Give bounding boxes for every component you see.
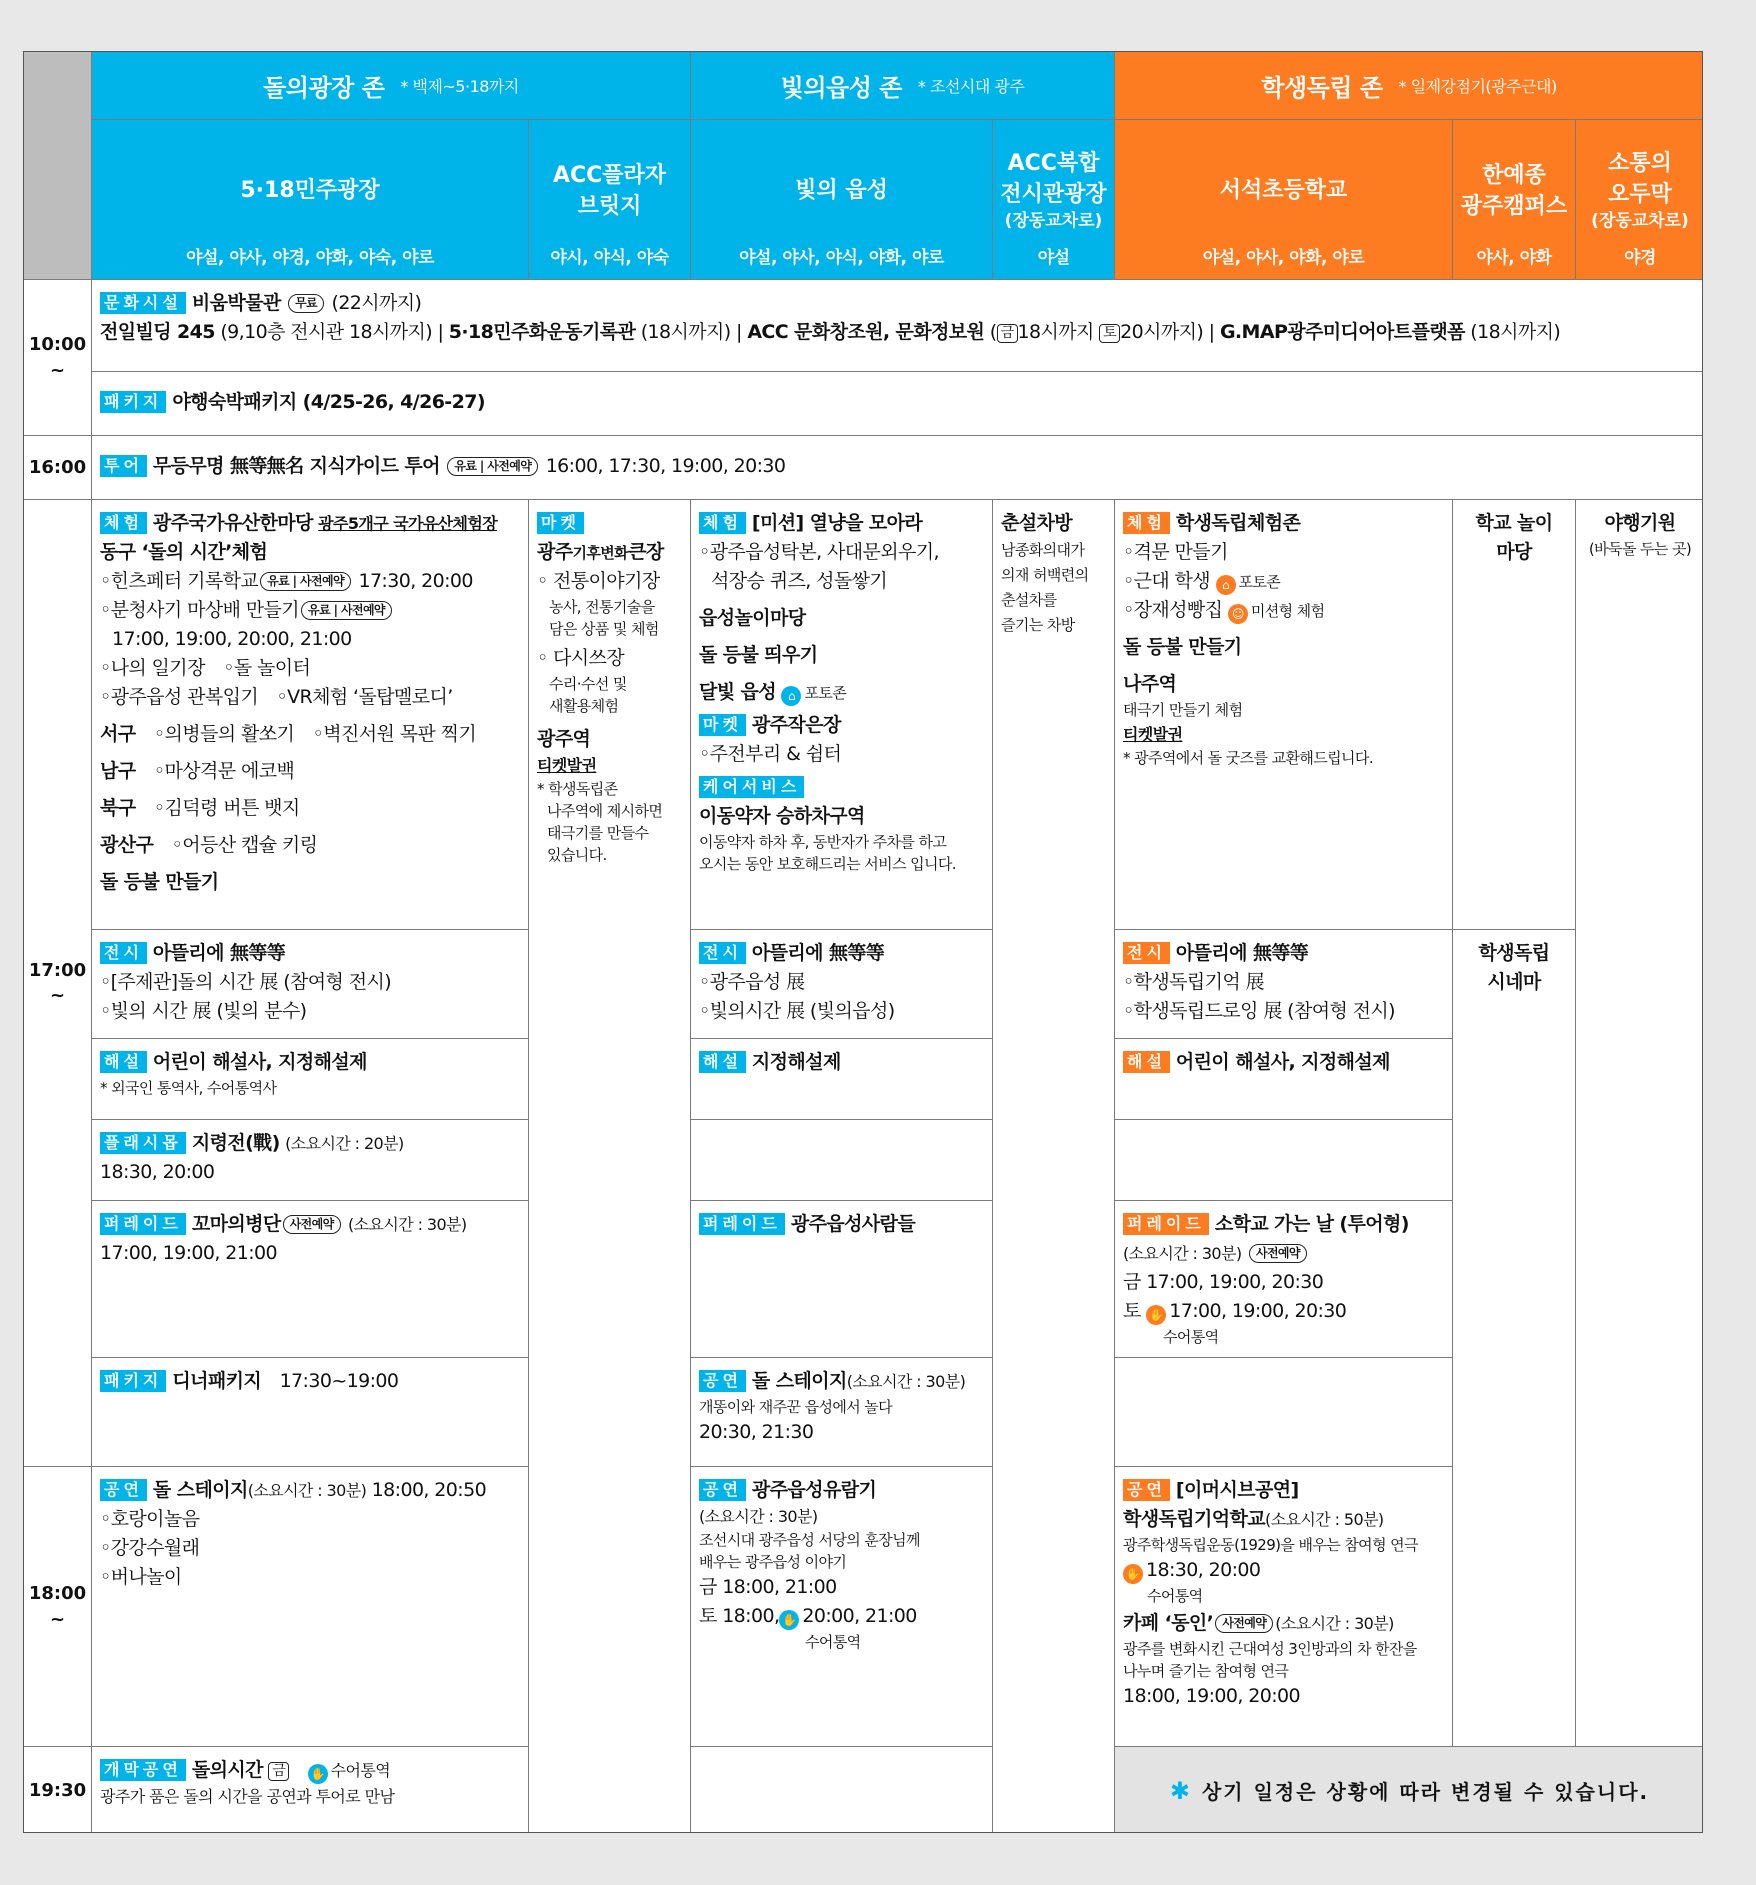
empty-cell	[1115, 1120, 1453, 1201]
paren: (	[989, 321, 997, 343]
docent-title: 어린이 해설사, 지정해설제	[1175, 1051, 1390, 1073]
tea-house-desc: 남종화의대가	[1001, 541, 1085, 559]
exhibit-item: ◦학생독립드로잉 展 (참여형 전시)	[1123, 1000, 1395, 1022]
market-sub-2: ◦ 다시쓰장	[537, 647, 625, 669]
parade-duration: (소요시간 : 30분)	[1123, 1244, 1242, 1263]
market-sub-1: ◦ 전통이야기장	[537, 570, 660, 592]
asterisk-icon: ✱	[1169, 1776, 1192, 1805]
bukgu-label: 북구	[100, 797, 136, 819]
tag-parade: 퍼레이드	[100, 1213, 186, 1235]
sep: |	[437, 321, 444, 343]
cafe-duration: (소요시간 : 30분)	[1275, 1614, 1394, 1633]
zone-header-bit: 빛의읍성 존 * 조선시대 광주	[691, 52, 1115, 120]
tour-duration: (소요시간 : 30분)	[699, 1507, 818, 1526]
exhibition-cell-3	[691, 930, 993, 1039]
gmap-title: G.MAP광주미디어아트플랫폼	[1219, 321, 1465, 343]
stay-package-title: 야행숙박패키지 (4/25-26, 4/26-27)	[172, 391, 485, 413]
dinner-title: 디너패키지	[172, 1370, 262, 1392]
small-market-title: 광주작은장	[751, 714, 841, 736]
photo-zone-label: 포토존	[1238, 573, 1281, 591]
tag-cultural: 문화시설	[100, 292, 186, 314]
tour-fri-times: 금 18:00, 21:00	[699, 1576, 837, 1598]
heritage-sub: 광주5개구 국가유산체험장	[318, 514, 498, 533]
acc-sat-hours: 20시까지)	[1120, 321, 1204, 343]
stage-item: ◦버나놀이	[100, 1566, 182, 1588]
small-market-item: ◦주전부리 & 쉼터	[699, 743, 842, 765]
parade-sat-label: 토	[1123, 1300, 1141, 1322]
student-exp-item: ◦장재성빵집	[1123, 599, 1223, 621]
tag-parade: 퍼레이드	[699, 1213, 785, 1235]
immersive-times: 18:30, 20:00	[1146, 1559, 1261, 1581]
tea-house-title: 춘설차방	[1001, 512, 1073, 534]
station-note: 있습니다.	[547, 846, 607, 864]
immersive-desc: 광주학생독립운동(1929)을 배우는 참여형 연극	[1123, 1536, 1418, 1554]
immersive-title: [이머시브공연]	[1175, 1479, 1299, 1501]
tag-care: 케어서비스	[699, 776, 804, 798]
tag-market: 마켓	[699, 714, 746, 736]
station-note: 나주역에 제시하면	[547, 802, 663, 820]
bukgu-items: ◦김덕령 버튼 뱃지	[153, 797, 300, 819]
zone-header-student: 학생독립 존 * 일제강점기(광주근대)	[1115, 52, 1703, 120]
heritage-festival-cell	[92, 500, 529, 930]
photo-zone-icon: ⌂	[781, 686, 801, 706]
stay-package-row	[92, 372, 1703, 436]
tag-performance: 공연	[100, 1479, 147, 1501]
atelier-title: 아뜰리에 無等等	[152, 942, 286, 964]
tea-house-desc: 의재 허백련의	[1001, 566, 1089, 584]
naju-desc: 태극기 만들기 체험	[1123, 701, 1243, 719]
tour-sat-times-b: 20:00, 21:00	[802, 1605, 917, 1627]
time-1800: 18:00 ~	[24, 1467, 92, 1747]
tag-docent: 해설	[699, 1051, 746, 1073]
hinzpeter-times: 17:30, 20:00	[358, 570, 473, 592]
parade-times: 17:00, 19:00, 21:00	[100, 1242, 278, 1264]
immersive-duration: (소요시간 : 50분)	[1265, 1510, 1384, 1529]
care-desc: 이동약자 하차 후, 동반자가 주차를 하고	[699, 833, 947, 851]
tag-experience: 체험	[100, 512, 147, 534]
exhibit-item: ◦학생독립기억 展	[1123, 971, 1264, 993]
stone-stage-cell-3	[691, 1358, 993, 1467]
fri-box: 금	[997, 324, 1018, 343]
notice-text: 상기 일정은 상황에 따라 변경될 수 있습니다.	[1201, 1780, 1650, 1804]
stone-stage-title: 돌 스테이지	[751, 1370, 847, 1392]
lantern-float-title: 돌 등불 띄우기	[699, 644, 818, 666]
parade-sat-times: 17:00, 19:00, 20:30	[1169, 1300, 1347, 1322]
docent-cell-1	[92, 1039, 529, 1120]
tag-exhibit: 전시	[699, 942, 746, 964]
free-pill: 무료	[288, 294, 324, 313]
empty-cell	[1115, 1358, 1453, 1467]
donggu-title: 동구 ‘돌의 시간’체험	[100, 541, 268, 563]
sep: |	[1208, 321, 1215, 343]
docent-cell-3	[691, 1039, 993, 1120]
archive-title: 5·18민주화운동기록관	[448, 321, 636, 343]
zone-header-dol: 돌의광장 존 * 백제~5·18까지	[92, 52, 691, 120]
tag-package: 패키지	[100, 1370, 166, 1392]
play-yard-title: 마당	[1496, 541, 1532, 563]
parade-fri-times: 금 17:00, 19:00, 20:30	[1123, 1271, 1324, 1293]
sign-language-icon: ✋	[779, 1610, 799, 1630]
venue-bit-eupseong: 빛의 읍성 야설, 야사, 야식, 야화, 야로	[691, 120, 993, 280]
parade-title: 광주읍성사람들	[790, 1213, 916, 1235]
donggu-items-1: ◦나의 일기장 ◦돌 놀이터	[100, 657, 311, 679]
flashmob-duration: (소요시간 : 20분)	[285, 1134, 404, 1153]
opening-desc: 광주가 품은 돌의 시간을 공연과 투어로 만남	[100, 1787, 395, 1806]
cafe-desc: 나누며 즐기는 참여형 연극	[1123, 1662, 1289, 1680]
station-note: * 학생독립존	[537, 780, 618, 798]
stone-stage-title: 돌 스테이지	[152, 1479, 248, 1501]
acc-title: ACC 문화창조원, 문화정보원	[747, 321, 985, 343]
lantern-title: 돌 등불 만들기	[100, 871, 219, 893]
tour-desc: 조선시대 광주읍성 서당의 훈장님께	[699, 1531, 920, 1549]
care-title: 이동약자 승하차구역	[699, 805, 865, 827]
immersive-cell	[1115, 1467, 1453, 1747]
student-experience-cell	[1115, 500, 1453, 930]
mission-item: 석장승 퀴즈, 성돌쌓기	[711, 570, 888, 592]
atelier-title: 아뜰리에 無等等	[751, 942, 885, 964]
venue-518-square: 5·18민주광장 야설, 야사, 야경, 야화, 야숙, 야로	[92, 120, 529, 280]
sign-language-icon: ✋	[1123, 1564, 1143, 1584]
eupseong-tour-title: 광주읍성유람기	[751, 1479, 877, 1501]
tag-exhibit: 전시	[1123, 942, 1170, 964]
ticket-label: 티켓발권	[1123, 725, 1183, 744]
cafe-times: 18:00, 19:00, 20:00	[1123, 1685, 1301, 1707]
donggu-items-2: ◦광주읍성 관복입기 ◦VR체험 ‘돌탑멜로디’	[100, 686, 453, 708]
fri-box: 금	[268, 1762, 289, 1781]
gmap-hours: (18시까지)	[1470, 321, 1561, 343]
moonlight-title: 달빛 읍성	[699, 681, 777, 703]
school-play-yard-cell	[1453, 500, 1576, 930]
cinema-title: 시네마	[1487, 971, 1541, 993]
mission-item: ◦광주읍성탁본, 사대문외우기,	[699, 541, 939, 563]
venue-acc-complex: ACC복합 전시관광장 (장동교차로) 야설	[993, 120, 1115, 280]
tag-performance: 공연	[699, 1479, 746, 1501]
tour-desc: 배우는 광주읍성 이야기	[699, 1553, 847, 1571]
photo-zone-label: 포토존	[804, 684, 847, 702]
student-cinema-cell	[1453, 930, 1576, 1747]
photo-zone-icon: ⌂	[1216, 575, 1236, 595]
docent-note: * 외국인 통역사, 수어통역사	[100, 1079, 277, 1097]
guide-tour-row	[92, 436, 1703, 500]
student-exp-item: ◦근대 학생	[1123, 570, 1211, 592]
tag-performance: 공연	[699, 1370, 746, 1392]
tag-package: 패키지	[100, 391, 166, 413]
stage-times: 20:30, 21:30	[699, 1421, 814, 1443]
time-1930: 19:30	[24, 1747, 92, 1833]
tag-performance: 공연	[1123, 1479, 1170, 1501]
memory-school-title: 학생독립기억학교	[1123, 1508, 1266, 1530]
schedule-change-notice	[1115, 1747, 1703, 1833]
sign-language-label: 수어통역	[1163, 1328, 1219, 1346]
seogu-label: 서구	[100, 723, 136, 745]
dinner-package-cell	[92, 1358, 529, 1467]
exhibit-item: ◦빛의시간 展 (빛의읍성)	[699, 1000, 895, 1022]
tag-docent: 해설	[1123, 1051, 1170, 1073]
night-wish-sub: (바둑돌 두는 곳)	[1588, 540, 1692, 558]
market-sub-2-desc: 수리·수선 및	[549, 675, 627, 693]
sign-language-label: 수어통역	[1147, 1587, 1203, 1605]
market-title-b: 기후변화	[572, 544, 629, 562]
reservation-pill: 사전예약	[1215, 1614, 1273, 1633]
student-exp-title: 학생독립체험존	[1175, 512, 1301, 534]
jeonil-title: 전일빌딩 245	[100, 321, 215, 343]
stage-item: ◦호랑이놀음	[100, 1508, 200, 1530]
docent-cell-5	[1115, 1039, 1453, 1120]
docent-title: 지정해설제	[751, 1051, 841, 1073]
eupseong-tour-cell	[691, 1467, 993, 1747]
cafe-desc: 광주를 변화시킨 근대여성 3인방과의 차 한잔을	[1123, 1640, 1417, 1658]
dinner-time: 17:30~19:00	[279, 1370, 399, 1392]
mission-label: 미션형 체험	[1250, 602, 1325, 620]
corner-cell	[24, 52, 92, 280]
stage-desc: 개똥이와 재주꾼 읍성에서 놀다	[699, 1398, 893, 1416]
jeonil-hours: (9,10층 전시관 18시까지)	[220, 321, 433, 343]
mission-cell	[691, 500, 993, 930]
stage-times: 18:00, 20:50	[371, 1479, 487, 1501]
museum-title: 비움박물관	[191, 292, 281, 314]
reservation-pill: 유료 | 사전예약	[260, 572, 351, 591]
stage-duration: (소요시간 : 30분)	[846, 1372, 966, 1391]
namgu-items: ◦마상격문 에코백	[153, 760, 295, 782]
gwangsan-label: 광산구	[100, 834, 154, 856]
tag-experience: 체험	[699, 512, 746, 534]
sat-box: 토	[1099, 324, 1120, 343]
night-wish-cell	[1576, 500, 1703, 1747]
guide-tour-times: 16:00, 17:30, 19:00, 20:30	[545, 455, 786, 477]
tag-parade: 퍼레이드	[1123, 1213, 1209, 1235]
time-1600: 16:00	[24, 436, 92, 500]
night-wish-title: 야행기원	[1604, 512, 1676, 534]
ticket-note: * 광주역에서 돌 굿즈를 교환해드립니다.	[1123, 749, 1373, 767]
gwangsan-items: ◦어등산 캡슐 키링	[171, 834, 318, 856]
cinema-title: 학생독립	[1478, 942, 1550, 964]
program-schedule-table	[23, 51, 1703, 1833]
parade-cell-1	[92, 1201, 529, 1358]
tag-docent: 해설	[100, 1051, 147, 1073]
stage-duration: (소요시간 : 30분)	[247, 1481, 367, 1500]
atelier-title: 아뜰리에 無等等	[1175, 942, 1309, 964]
sign-language-icon: ✋	[308, 1764, 328, 1784]
namgu-label: 남구	[100, 760, 136, 782]
ticket-label: 티켓발권	[537, 756, 597, 775]
cultural-facilities-row	[92, 280, 1703, 372]
sign-language-icon: ✋	[1146, 1305, 1166, 1325]
archive-hours: (18시까지)	[640, 321, 731, 343]
reservation-pill: 사전예약	[283, 1215, 341, 1234]
venue-acc-plaza: ACC플라자 브릿지 야시, 야식, 야숙	[529, 120, 691, 280]
exhibition-cell-1	[92, 930, 529, 1039]
docent-title: 어린이 해설사, 지정해설제	[152, 1051, 367, 1073]
venue-seoseok-school: 서석초등학교 야설, 야사, 야화, 야로	[1115, 120, 1453, 280]
tag-tour: 투어	[100, 455, 147, 477]
opening-title: 돌의시간	[191, 1759, 263, 1781]
flashmob-cell	[92, 1120, 529, 1201]
stage-item: ◦강강수월래	[100, 1537, 200, 1559]
tag-experience: 체험	[1123, 512, 1170, 534]
station-note: 태극기를 만들수	[547, 824, 649, 842]
sign-language-label: 수어통역	[330, 1761, 391, 1780]
market-sub-1-desc: 담은 상품 및 체험	[549, 620, 659, 638]
play-yard-title: 읍성놀이마당	[699, 607, 806, 629]
play-yard-title: 학교 놀이	[1475, 512, 1553, 534]
parade-title: 소학교 가는 날 (투어형)	[1214, 1213, 1409, 1235]
parade-cell-3	[691, 1201, 993, 1358]
hinzpeter-item: ◦힌츠페터 기록학교	[100, 570, 259, 592]
stone-stage-cell-1	[92, 1467, 529, 1747]
parade-title: 꼬마의병단	[191, 1213, 281, 1235]
reservation-pill: 유료 | 사전예약	[301, 601, 392, 620]
tag-exhibit: 전시	[100, 942, 147, 964]
venue-knua-campus: 한예종 광주캠퍼스 야사, 야화	[1453, 120, 1576, 280]
venue-sotong-hut: 소통의 오두막 (장동교차로) 야경	[1576, 120, 1703, 280]
parade-cell-5	[1115, 1201, 1453, 1358]
lantern-title: 돌 등불 만들기	[1123, 636, 1242, 658]
care-desc: 오시는 동안 보호해드리는 서비스 입니다.	[699, 855, 956, 873]
flashmob-title: 지령전(戰)	[191, 1132, 280, 1154]
tag-market: 마켓	[537, 512, 584, 534]
station-title: 광주역	[537, 728, 591, 750]
market-sub-1-desc: 농사, 전통기술을	[549, 598, 655, 616]
acc-fri-hours: 18시까지	[1017, 321, 1094, 343]
sign-language-label: 수어통역	[805, 1633, 861, 1651]
market-title-c: 큰장	[628, 541, 664, 563]
student-exp-item: ◦격문 만들기	[1123, 541, 1228, 563]
mission-icon: ☺	[1228, 604, 1248, 624]
museum-hours: (22시까지)	[331, 292, 422, 314]
empty-cell	[691, 1120, 993, 1201]
cafe-title: 카페 ‘동인’	[1123, 1612, 1214, 1634]
tour-sat-times: 토 18:00,	[699, 1605, 780, 1627]
heritage-title: 광주국가유산한마당	[152, 512, 313, 534]
time-1700: 17:00 ~	[24, 500, 92, 1467]
tag-flashmob: 플래시몹	[100, 1132, 186, 1154]
tag-opening: 개막공연	[100, 1759, 186, 1781]
opening-performance-cell	[92, 1747, 529, 1833]
exhibit-item: ◦[주제관]돌의 시간 展 (참여형 전시)	[100, 971, 392, 993]
seogu-items: ◦의병들의 활쏘기 ◦벽진서원 목판 찍기	[153, 723, 477, 745]
market-title-a: 광주	[537, 541, 573, 563]
tea-house-cell	[993, 500, 1115, 1833]
tea-house-desc: 춘설차를	[1001, 591, 1057, 609]
parade-duration: (소요시간 : 30분)	[348, 1215, 467, 1234]
market-sub-2-desc: 새활용체험	[549, 697, 619, 715]
tea-house-desc: 즐기는 차방	[1001, 616, 1075, 634]
flashmob-times: 18:30, 20:00	[100, 1161, 215, 1183]
exhibit-item: ◦광주읍성 展	[699, 971, 805, 993]
empty-cell	[691, 1747, 993, 1833]
naju-title: 나주역	[1123, 673, 1177, 695]
mission-title: [미션] 열냥을 모아라	[751, 512, 923, 534]
guide-tour-title: 무등무명 無等無名 지식가이드 투어	[152, 455, 440, 477]
sep: |	[736, 321, 742, 343]
buncheong-item: ◦분청사기 마상배 만들기	[100, 599, 300, 621]
time-1000: 10:00 ~	[24, 280, 92, 436]
buncheong-times: 17:00, 19:00, 20:00, 21:00	[112, 628, 352, 650]
exhibit-item: ◦빛의 시간 展 (빛의 분수)	[100, 1000, 307, 1022]
climate-market-cell	[529, 500, 691, 1833]
paid-reservation-pill: 유료 | 사전예약	[447, 457, 538, 476]
reservation-pill: 사전예약	[1249, 1244, 1307, 1263]
exhibition-cell-5	[1115, 930, 1453, 1039]
